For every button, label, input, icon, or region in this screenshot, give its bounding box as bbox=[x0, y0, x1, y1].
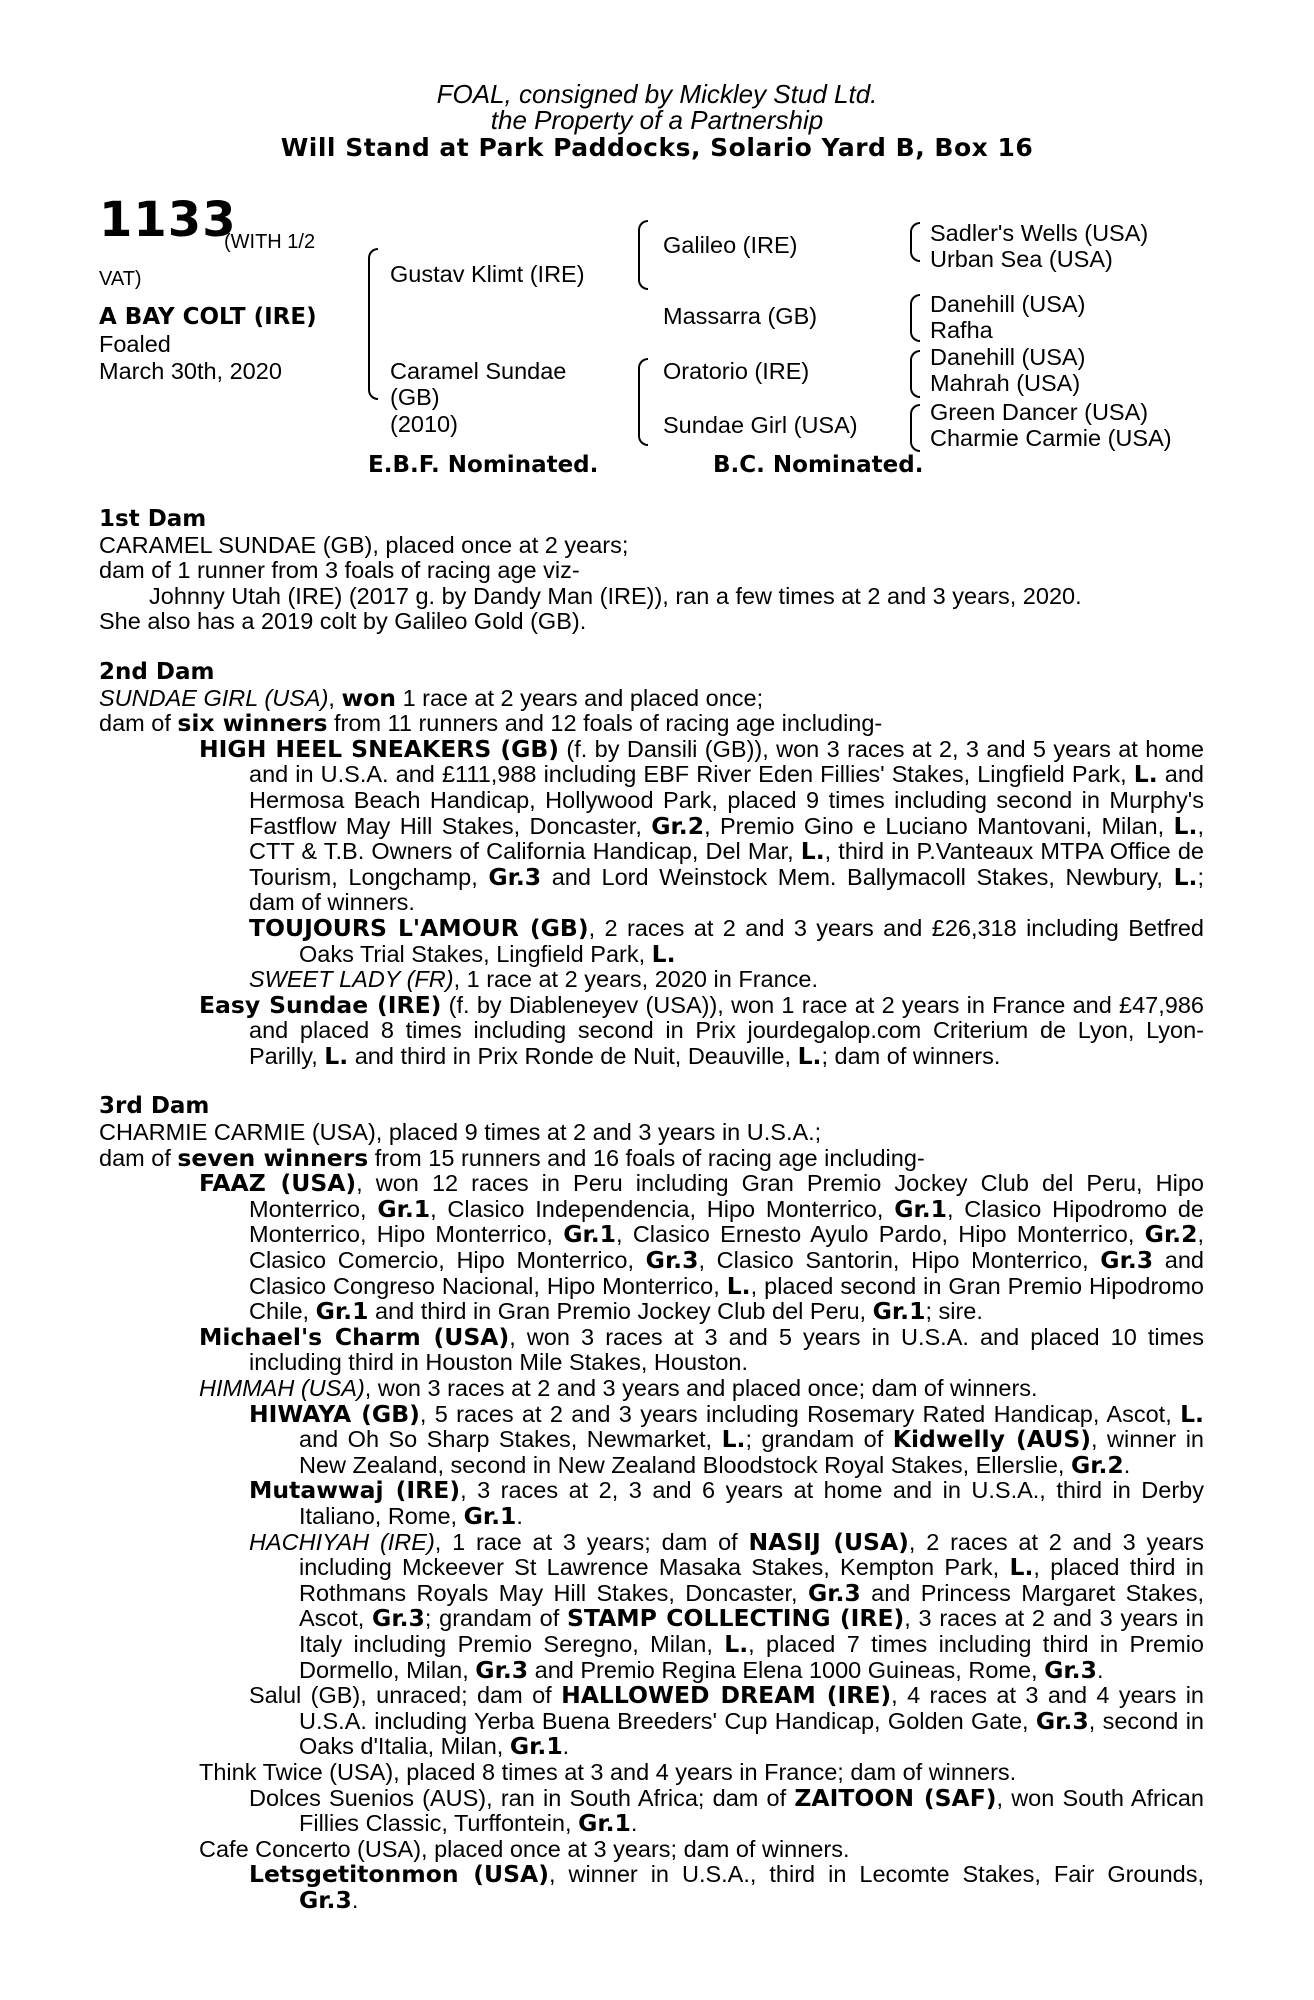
pedigree-bracket bbox=[368, 248, 378, 400]
dam3-entry: HACHIYAH (IRE), 1 race at 3 years; dam of NASIJ (USA), 2 races at 2 and 3 years including Mckeever St Lawrence Masaka Stakes, Kempton Park, L., placed third in Rothmans Royals May Hill Stakes, Doncaster, Gr.3 and Princess Margaret Stakes, Ascot, Gr.3; grandam of STAMP COLLECTING (IRE), 3 races at 2 and 3 years in Italy including Premio Seregno, Milan, L., placed 7 times including third in Premio Dormello, Milan, Gr.3 and Premio Regina Elena 1000 Guineas, Rome, Gr.3. bbox=[249, 1527, 1205, 1684]
ss-sire: Sadler's Wells (USA) bbox=[930, 220, 1149, 246]
dam-dam: Sundae Girl (USA) bbox=[663, 412, 858, 438]
bc-nomination: B.C. Nominated. bbox=[713, 452, 924, 478]
dam3-entry: HIMMAH (USA), won 3 races at 2 and 3 years and placed once; dam of winners. bbox=[199, 1375, 1038, 1401]
lot-title: A BAY COLT (IRE) bbox=[99, 304, 317, 330]
sire: Gustav Klimt (IRE) bbox=[390, 261, 585, 287]
property-line: the Property of a Partnership bbox=[490, 105, 824, 135]
dam3-entry: Think Twice (USA), placed 8 times at 3 and 4 years in France; dam of winners. bbox=[199, 1758, 1017, 1785]
dd-dam: Charmie Carmie (USA) bbox=[930, 425, 1172, 451]
ds-dam: Mahrah (USA) bbox=[930, 370, 1081, 396]
dam3-entry: dam of seven winners from 15 runners and 16 foals of racing age including- bbox=[99, 1143, 925, 1172]
dam-sire: Oratorio (IRE) bbox=[663, 358, 810, 384]
foaled-date: March 30th, 2020 bbox=[99, 358, 282, 384]
dam3-entry: Mutawwaj (IRE), 3 races at 2, 3 and 6 years at home and in U.S.A., third in Derby Italiano, Rome, Gr.1. bbox=[249, 1476, 1204, 1530]
dam1-line: dam of 1 runner from 3 foals of racing age viz- bbox=[99, 557, 580, 584]
vat-note: (WITH 1/2 bbox=[224, 231, 316, 253]
pedigree-bracket bbox=[638, 220, 648, 290]
dam3-entry: Salul (GB), unraced; dam of HALLOWED DREAM (IRE), 4 races at 3 and 4 years in U.S.A. including Yerba Buena Breeders' Cup Handicap, Golden Gate, Gr.3, second in Oaks d'Italia, Milan, Gr.1. bbox=[249, 1681, 1204, 1761]
lot-number: 1133 bbox=[99, 192, 237, 248]
catalogue-body bbox=[99, 507, 1204, 1913]
dam2-entry: TOUJOURS L'AMOUR (GB), 2 races at 2 and 3 years and £26,318 including Betfred Oaks Trial Stakes, Lingfield Park, L. bbox=[249, 913, 1204, 968]
pedigree-bracket bbox=[910, 350, 920, 398]
sire-dam: Massarra (GB) bbox=[663, 303, 818, 329]
dam-country: (GB) bbox=[390, 384, 440, 410]
dam3-entry: FAAZ (USA), won 12 races in Peru including Gran Premio Jockey Club del Peru, Hipo Monterrico, Gr.1, Clasico Independencia, Hipo Monterrico, Gr.1, Clasico Hipodromo de Monterrico, Hipo Monterrico, Gr.1, Clasico Ernesto Ayulo Pardo, Hipo Monterrico, Gr.2, Clasico Comercio, Hipo Monterrico, Gr.3, Clasico Santorin, Hipo Monterrico, Gr.3 and Clasico Congreso Nacional, Hipo Monterrico, L., placed second in Gran Premio Hipodromo Chile, Gr.1 and third in Gran Premio Jockey Club del Peru, Gr.1; sire. bbox=[199, 1169, 1204, 1326]
dam3-entry: Letsgetitonmon (USA), winner in U.S.A., third in Lecomte Stakes, Fair Grounds, Gr.3. bbox=[249, 1860, 1204, 1914]
pedigree-bracket bbox=[910, 294, 920, 342]
sd-sire: Danehill (USA) bbox=[930, 291, 1086, 317]
dam3-entry: Michael's Charm (USA), won 3 races at 3 and 5 years in U.S.A. and placed 10 times including third in Houston Mile Stakes, Houston. bbox=[199, 1322, 1204, 1376]
sire-sire: Galileo (IRE) bbox=[663, 232, 798, 258]
dam1-line: CARAMEL SUNDAE (GB), placed once at 2 years; bbox=[99, 531, 629, 558]
dam3-entry: Cafe Concerto (USA), placed once at 3 years; dam of winners. bbox=[199, 1835, 850, 1862]
dam3-heading: 3rd Dam bbox=[99, 1093, 210, 1120]
dam2-entry: Easy Sundae (IRE) (f. by Diableneyev (USA)), won 1 race at 2 years in France and £47,986 and placed 8 times including second in Prix jourdegalop.com Criterium de Lyon, Lyon-Parilly, L. and third in Prix Ronde de Nuit, Deauville, L.; dam of winners. bbox=[199, 990, 1204, 1070]
location-line: Will Stand at Park Paddocks, Solario Yard B, Box 16 bbox=[280, 133, 1034, 162]
sd-dam: Rafha bbox=[930, 317, 993, 343]
dam1-line: She also has a 2019 colt by Galileo Gold (GB). bbox=[99, 608, 587, 635]
consignor-line: FOAL, consigned by Mickley Stud Ltd. bbox=[436, 79, 878, 109]
ebf-nomination: E.B.F. Nominated. bbox=[368, 452, 599, 478]
dam2-entry: SUNDAE GIRL (USA), won 1 race at 2 years and placed once; bbox=[99, 683, 764, 712]
ss-dam: Urban Sea (USA) bbox=[930, 246, 1113, 272]
vat-note-end: VAT) bbox=[99, 268, 142, 290]
dam2-heading: 2nd Dam bbox=[99, 658, 215, 685]
dam3-entry: HIWAYA (GB), 5 races at 2 and 3 years including Rosemary Rated Handicap, Ascot, L. and Oh So Sharp Stakes, Newmarket, L.; grandam of Kidwelly (AUS), winner in New Zealand, second in New Zealand Bloodstock Royal Stakes, Ellerslie, Gr.2. bbox=[249, 1399, 1204, 1479]
dam2-entry: dam of six winners from 11 runners and 12 foals of racing age including- bbox=[99, 709, 883, 738]
dam3-entry: Dolces Suenios (AUS), ran in South Africa; dam of ZAITOON (SAF), won South African Fillies Classic, Turffontein, Gr.1. bbox=[249, 1783, 1204, 1838]
dam: Caramel Sundae bbox=[390, 358, 567, 384]
dd-sire: Green Dancer (USA) bbox=[930, 399, 1149, 425]
dam3-entry: CHARMIE CARMIE (USA), placed 9 times at 2 and 3 years in U.S.A.; bbox=[99, 1119, 822, 1146]
pedigree-bracket bbox=[638, 358, 648, 446]
dam1-heading: 1st Dam bbox=[99, 506, 207, 532]
ds-sire: Danehill (USA) bbox=[930, 344, 1086, 370]
pedigree-bracket bbox=[910, 404, 920, 452]
dam-year: (2010) bbox=[390, 411, 458, 437]
dam1-line: Johnny Utah (IRE) (2017 g. by Dandy Man (IRE)), ran a few times at 2 and 3 years, 2020. bbox=[149, 582, 1082, 609]
pedigree-bracket bbox=[910, 222, 920, 262]
foaled-label: Foaled bbox=[99, 331, 171, 357]
dam2-entry: HIGH HEEL SNEAKERS (GB) (f. by Dansili (GB)), won 3 races at 2, 3 and 5 years at home and in U.S.A. and £111,988 including EBF River Eden Fillies' Stakes, Lingfield Park, L. and Hermosa Beach Handicap, Hollywood Park, placed 9 times including second in Murphy's Fastflow May Hill Stakes, Doncaster, Gr.2, Premio Gino e Luciano Mantovani, Milan, L., CTT & T.B. Owners of California Handicap, Del Mar, L., third in P.Vanteaux MTPA Office de Tourism, Longchamp, Gr.3 and Lord Weinstock Mem. Ballymacoll Stakes, Newbury, L.; dam of winners. bbox=[199, 734, 1204, 916]
dam2-entry: SWEET LADY (FR), 1 race at 2 years, 2020 in France. bbox=[249, 966, 819, 993]
